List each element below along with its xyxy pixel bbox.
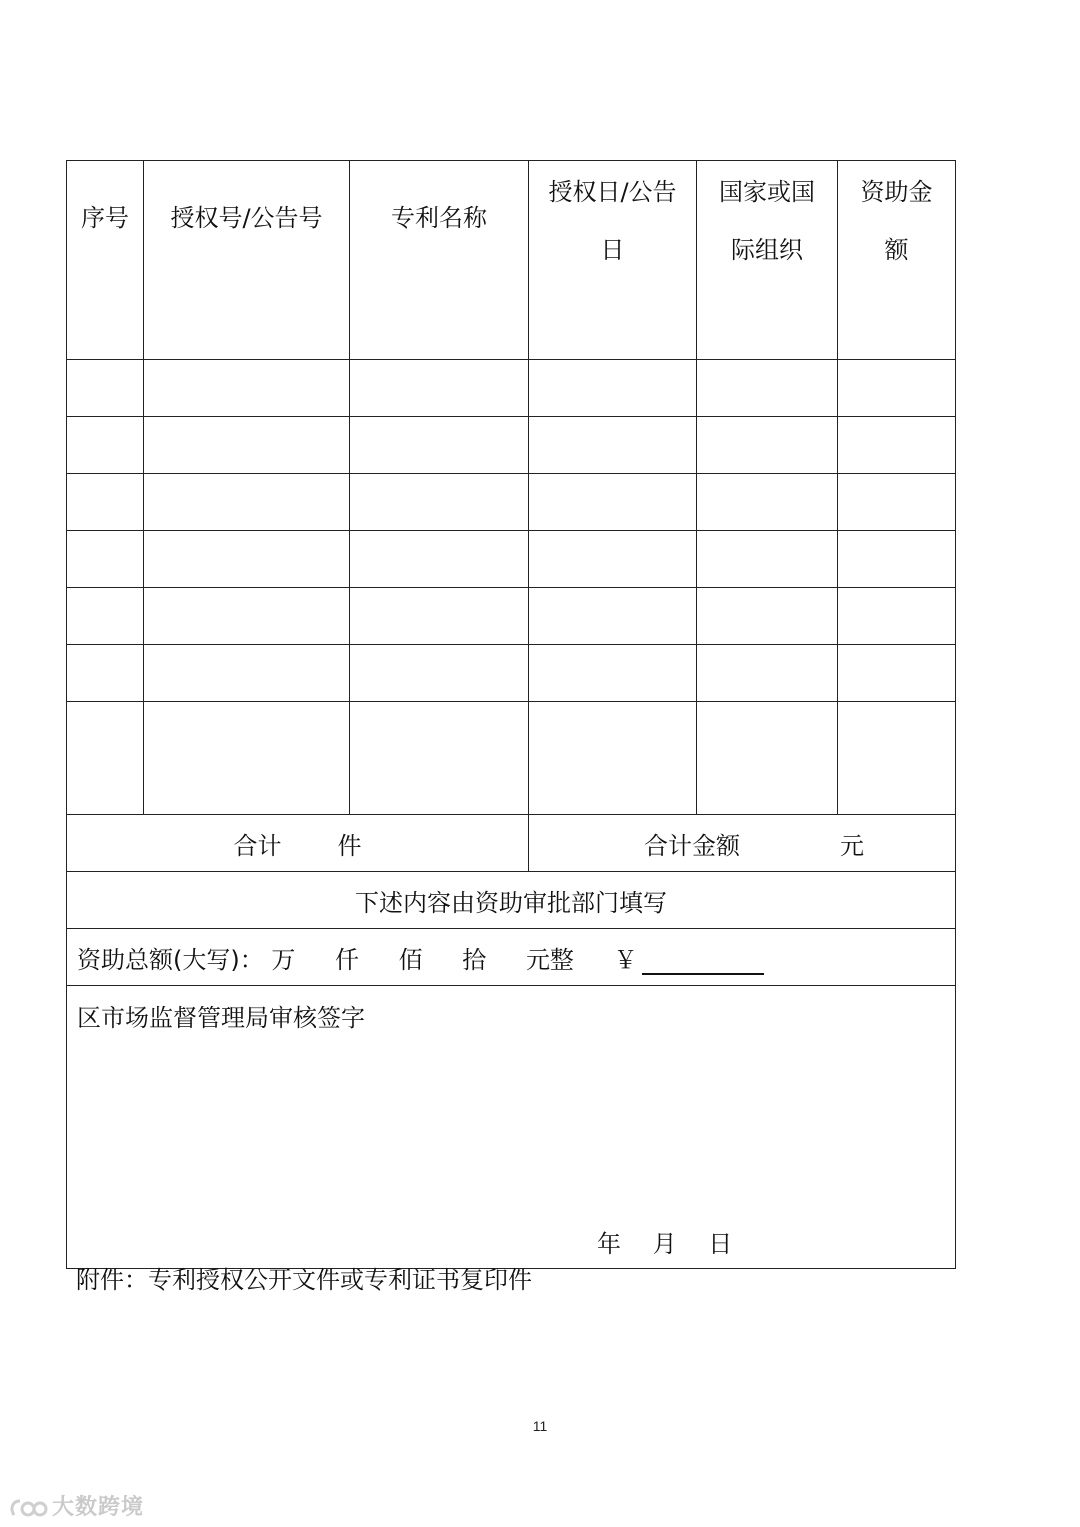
cell-grant-number[interactable] [144, 417, 350, 474]
unit-yuanzheng: 元整 [525, 945, 574, 974]
cell-country[interactable] [697, 360, 838, 417]
cell-grant-date[interactable] [529, 645, 697, 702]
watermark-logo-icon [8, 1497, 48, 1519]
header-country: 国家或国 际组织 [697, 161, 838, 360]
total-row [67, 815, 956, 872]
cell-seq[interactable] [67, 645, 144, 702]
total-amount-cell [529, 815, 956, 872]
approval-note: 下述内容由资助审批部门填写 [67, 872, 956, 929]
watermark-text: 大数跨境 [52, 1495, 145, 1520]
cell-seq[interactable] [67, 360, 144, 417]
unit-qian: 仟 [335, 945, 360, 974]
total-count-label: 合计 [233, 831, 282, 860]
table-row [67, 531, 956, 588]
unit-shi: 拾 [462, 945, 487, 974]
patent-subsidy-table [66, 160, 956, 1269]
amount-blank-field[interactable] [642, 947, 764, 975]
header-grant-date: 授权日/公告 日 [529, 161, 697, 360]
table-row [67, 645, 956, 702]
cell-country[interactable] [697, 417, 838, 474]
cell-seq[interactable] [67, 417, 144, 474]
cell-country[interactable] [697, 645, 838, 702]
capital-amount-cell [67, 929, 956, 986]
cell-patent-name[interactable] [350, 474, 529, 531]
page-number: 11 [532, 1418, 548, 1434]
cell-seq[interactable] [67, 474, 144, 531]
unit-wan: 万 [271, 945, 296, 974]
cell-grant-number[interactable] [144, 531, 350, 588]
capital-amount-row [67, 929, 956, 986]
date-month: 月 [652, 1230, 677, 1258]
cell-grant-number[interactable] [144, 474, 350, 531]
cell-country[interactable] [697, 588, 838, 645]
cell-grant-number[interactable] [144, 645, 350, 702]
cell-patent-name[interactable] [350, 531, 529, 588]
header-grant-number: 授权号/公告号 [144, 161, 350, 360]
cell-patent-name[interactable] [350, 645, 529, 702]
signature-label: 区市场监督管理局审核签字 [77, 1004, 365, 1032]
header-row [67, 161, 956, 360]
signature-cell[interactable] [67, 986, 956, 1269]
watermark [8, 1490, 144, 1521]
table-row [67, 588, 956, 645]
cell-seq[interactable] [67, 702, 144, 815]
cell-country[interactable] [697, 702, 838, 815]
table-row [67, 702, 956, 815]
header-seq: 序号 [67, 161, 144, 360]
cell-grant-number[interactable] [144, 702, 350, 815]
cell-patent-name[interactable] [350, 417, 529, 474]
header-patent-name: 专利名称 [350, 161, 529, 360]
unit-bai: 佰 [398, 945, 423, 974]
cell-grant-date[interactable] [529, 474, 697, 531]
cell-amount[interactable] [838, 360, 956, 417]
table-row [67, 360, 956, 417]
table-row [67, 417, 956, 474]
cell-amount[interactable] [838, 702, 956, 815]
total-count-unit: 件 [337, 831, 362, 860]
cell-amount[interactable] [838, 474, 956, 531]
cell-amount[interactable] [838, 645, 956, 702]
total-amount-label: 合计金额 [644, 831, 740, 860]
cell-patent-name[interactable] [350, 702, 529, 815]
cell-seq[interactable] [67, 588, 144, 645]
cell-grant-date[interactable] [529, 702, 697, 815]
attachment-note: 附件：专利授权公开文件或专利证书复印件 [76, 1266, 532, 1294]
cell-grant-number[interactable] [144, 588, 350, 645]
cell-seq[interactable] [67, 531, 144, 588]
capital-amount-label: 资助总额(大写)： [77, 945, 264, 974]
total-amount-unit: 元 [840, 831, 864, 860]
cell-amount[interactable] [838, 531, 956, 588]
cell-country[interactable] [697, 474, 838, 531]
approval-note-row [67, 872, 956, 929]
cell-country[interactable] [697, 531, 838, 588]
table-row [67, 474, 956, 531]
cell-grant-date[interactable] [529, 588, 697, 645]
signature-row [67, 986, 956, 1269]
total-count-cell [67, 815, 529, 872]
signature-date [597, 1224, 756, 1259]
date-year: 年 [597, 1230, 621, 1258]
cell-amount[interactable] [838, 417, 956, 474]
header-subsidy-amount: 资助金 额 [838, 161, 956, 360]
cell-grant-date[interactable] [529, 360, 697, 417]
cell-grant-date[interactable] [529, 417, 697, 474]
cell-patent-name[interactable] [350, 360, 529, 417]
cell-patent-name[interactable] [350, 588, 529, 645]
cell-amount[interactable] [838, 588, 956, 645]
date-day: 日 [708, 1230, 733, 1258]
cell-grant-date[interactable] [529, 531, 697, 588]
cell-grant-number[interactable] [144, 360, 350, 417]
currency-symbol: ￥ [613, 945, 638, 974]
